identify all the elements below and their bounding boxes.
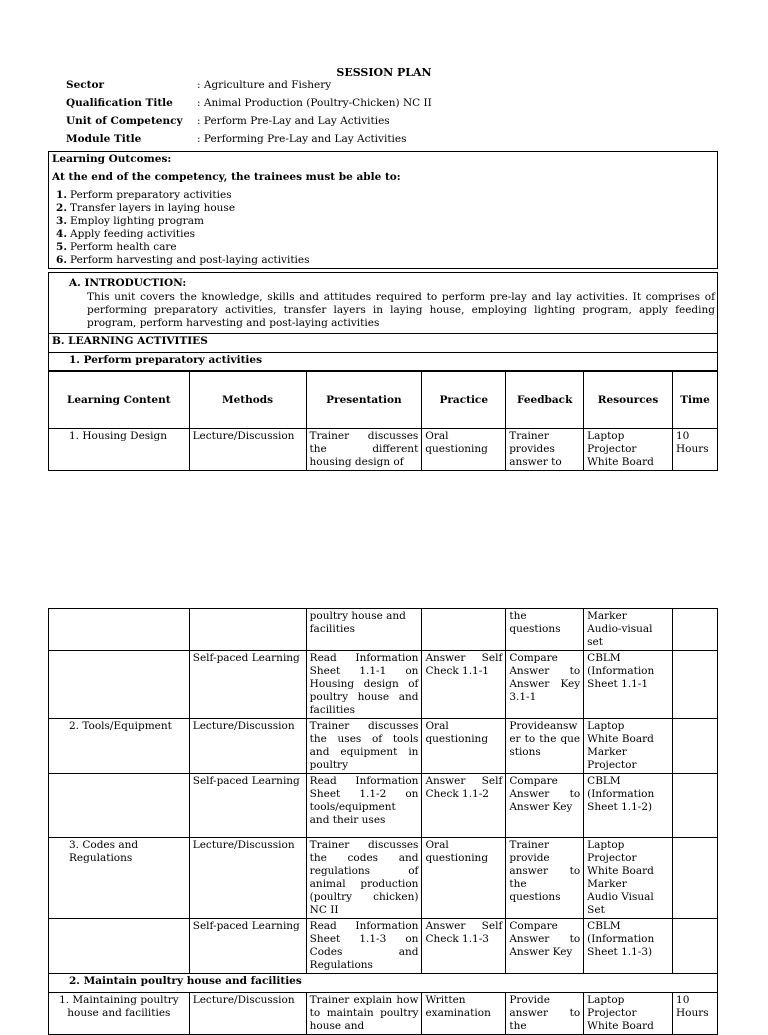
learning-outcomes-list (49, 189, 310, 267)
cell-time (673, 609, 718, 651)
table-header-row (49, 372, 718, 429)
cell-feedback: Trainer provide answer to the questions (506, 838, 584, 919)
cell-presentation: Read Information Sheet 1.1-3 on Codes and Regulations (306, 919, 422, 974)
cell-presentation: poultry house and facilities (306, 609, 422, 651)
cell-content: 1. Maintaining poultry house and facilities (49, 993, 190, 1035)
cell-presentation: Trainer discusses the uses of tools and equipment in poultry (306, 719, 422, 774)
table-row (49, 719, 718, 774)
cell-presentation: Trainer discusses the codes and regulations of animal production (poultry chicken) NC II (306, 838, 422, 919)
cell-practice: Written examination (422, 993, 506, 1035)
column-header-feedback: Feedback (506, 372, 584, 429)
cell-resources: Laptop Projector White Board Marker Audio Visual Set (584, 838, 673, 919)
activities-table-2 (48, 608, 718, 1035)
cell-practice: Oral questioning (422, 429, 506, 471)
table-row (49, 993, 718, 1035)
column-header-resources: Resources (584, 372, 673, 429)
table-row (49, 919, 718, 974)
cell-feedback: Trainer provides answer to (506, 429, 584, 471)
column-header-practice: Practice (422, 372, 506, 429)
column-header-content: Learning Content (49, 372, 190, 429)
learning-outcomes-heading: Learning Outcomes: (52, 153, 172, 165)
meta-label-qualification: Qualification Title (66, 97, 173, 109)
introduction-text: This unit covers the knowledge, skills and attitudes required to perform pre-lay and lay activities. It comprises of performing preparatory activities, transfer layers in laying house, employing lighting program, apply feeding program, perform harvesting and post-laying activities (87, 291, 715, 329)
cell-resources: CBLM (Information Sheet 1.1-2) (584, 774, 673, 838)
cell-resources: CBLM (Information Sheet 1.1-3) (584, 919, 673, 974)
cell-practice: Oral questioning (422, 838, 506, 919)
learning-activities-box (48, 334, 718, 353)
column-header-methods: Methods (189, 372, 306, 429)
cell-feedback: Provideanswer to the questions (506, 719, 584, 774)
meta-label-unit: Unit of Competency (66, 115, 183, 127)
learning-outcomes-intro: At the end of the competency, the trainees must be able to: (52, 171, 401, 183)
cell-content: 2. Tools/Equipment (49, 719, 190, 774)
section1-box (48, 353, 718, 371)
cell-method: Lecture/Discussion (189, 429, 306, 471)
cell-content (49, 651, 190, 719)
cell-content (49, 609, 190, 651)
cell-time: 10 Hours (672, 429, 717, 471)
activities-table-1 (48, 371, 718, 471)
cell-time (673, 919, 718, 974)
cell-time (673, 774, 718, 838)
cell-resources: Laptop White Board Marker Projector (584, 719, 673, 774)
learning-outcome-item: 3. Employ lighting program (56, 215, 204, 227)
table-row (49, 609, 718, 651)
cell-practice (422, 609, 506, 651)
cell-feedback: Compare Answer to Answer Key (506, 919, 584, 974)
meta-value-unit: : Perform Pre-Lay and Lay Activities (197, 115, 390, 127)
meta-value-sector: : Agriculture and Fishery (197, 79, 332, 91)
section1-heading: 1. Perform preparatory activities (69, 354, 262, 366)
table-row (49, 774, 718, 838)
cell-time (673, 838, 718, 919)
meta-value-qualification: : Animal Production (Poultry-Chicken) NC II (197, 97, 432, 109)
cell-practice: Answer Self Check 1.1-2 (422, 774, 506, 838)
table-row (49, 651, 718, 719)
column-header-presentation: Presentation (306, 372, 422, 429)
learning-outcome-item: 2. Transfer layers in laying house (56, 202, 236, 214)
cell-time: 10 Hours (673, 993, 718, 1035)
cell-resources: Laptop Projector White Board (584, 993, 673, 1035)
cell-time (673, 651, 718, 719)
learning-outcomes-box (48, 151, 718, 269)
cell-content (49, 919, 190, 974)
cell-presentation: Read Information Sheet 1.1-1 on Housing design of poultry house and facilities (306, 651, 422, 719)
cell-practice: Answer Self Check 1.1-1 (422, 651, 506, 719)
cell-content: 1. Housing Design (49, 429, 190, 471)
cell-method: Self-paced Learning (189, 651, 306, 719)
section2-heading: 2. Maintain poultry house and facilities (49, 974, 718, 993)
cell-method: Lecture/Discussion (189, 719, 306, 774)
cell-presentation: Trainer explain how to maintain poultry house and (306, 993, 422, 1035)
cell-resources: Marker Audio-visual set (584, 609, 673, 651)
learning-outcome-item: 5. Perform health care (56, 241, 177, 253)
section2-row (49, 974, 718, 993)
cell-method: Lecture/Discussion (189, 838, 306, 919)
cell-presentation: Trainer discusses the different housing design of (306, 429, 422, 471)
cell-practice: Answer Self Check 1.1-3 (422, 919, 506, 974)
cell-feedback: the questions (506, 609, 584, 651)
cell-method (189, 609, 306, 651)
cell-feedback: Compare Answer to Answer Key 3.1-1 (506, 651, 584, 719)
table-row (49, 429, 718, 471)
cell-method: Lecture/Discussion (189, 993, 306, 1035)
learning-outcome-item: 4. Apply feeding activities (56, 228, 196, 240)
introduction-heading: A. INTRODUCTION: (69, 277, 187, 289)
cell-practice: Oral questioning (422, 719, 506, 774)
cell-time (673, 719, 718, 774)
cell-presentation: Read Information Sheet 1.1-2 on tools/equipment and their uses (306, 774, 422, 838)
meta-label-sector: Sector (66, 79, 105, 91)
cell-resources: Laptop Projector White Board (584, 429, 673, 471)
meta-label-module: Module Title (66, 133, 142, 145)
cell-feedback: Provide answer to the (506, 993, 584, 1035)
introduction-box (48, 272, 718, 334)
learning-outcome-item: 6. Perform harvesting and post-laying activities (56, 254, 310, 266)
cell-content: 3. Codes and Regulations (49, 838, 190, 919)
page-title: SESSION PLAN (336, 66, 432, 79)
cell-resources: CBLM (Information Sheet 1.1-1 (584, 651, 673, 719)
meta-value-module: : Performing Pre-Lay and Lay Activities (197, 133, 407, 145)
cell-method: Self-paced Learning (189, 774, 306, 838)
table-row (49, 838, 718, 919)
learning-activities-heading: B. LEARNING ACTIVITIES (52, 335, 208, 347)
learning-outcome-item: 1. Perform preparatory activities (56, 189, 232, 201)
cell-feedback: Compare Answer to Answer Key (506, 774, 584, 838)
cell-content (49, 774, 190, 838)
column-header-time: Time (672, 372, 717, 429)
cell-method: Self-paced Learning (189, 919, 306, 974)
